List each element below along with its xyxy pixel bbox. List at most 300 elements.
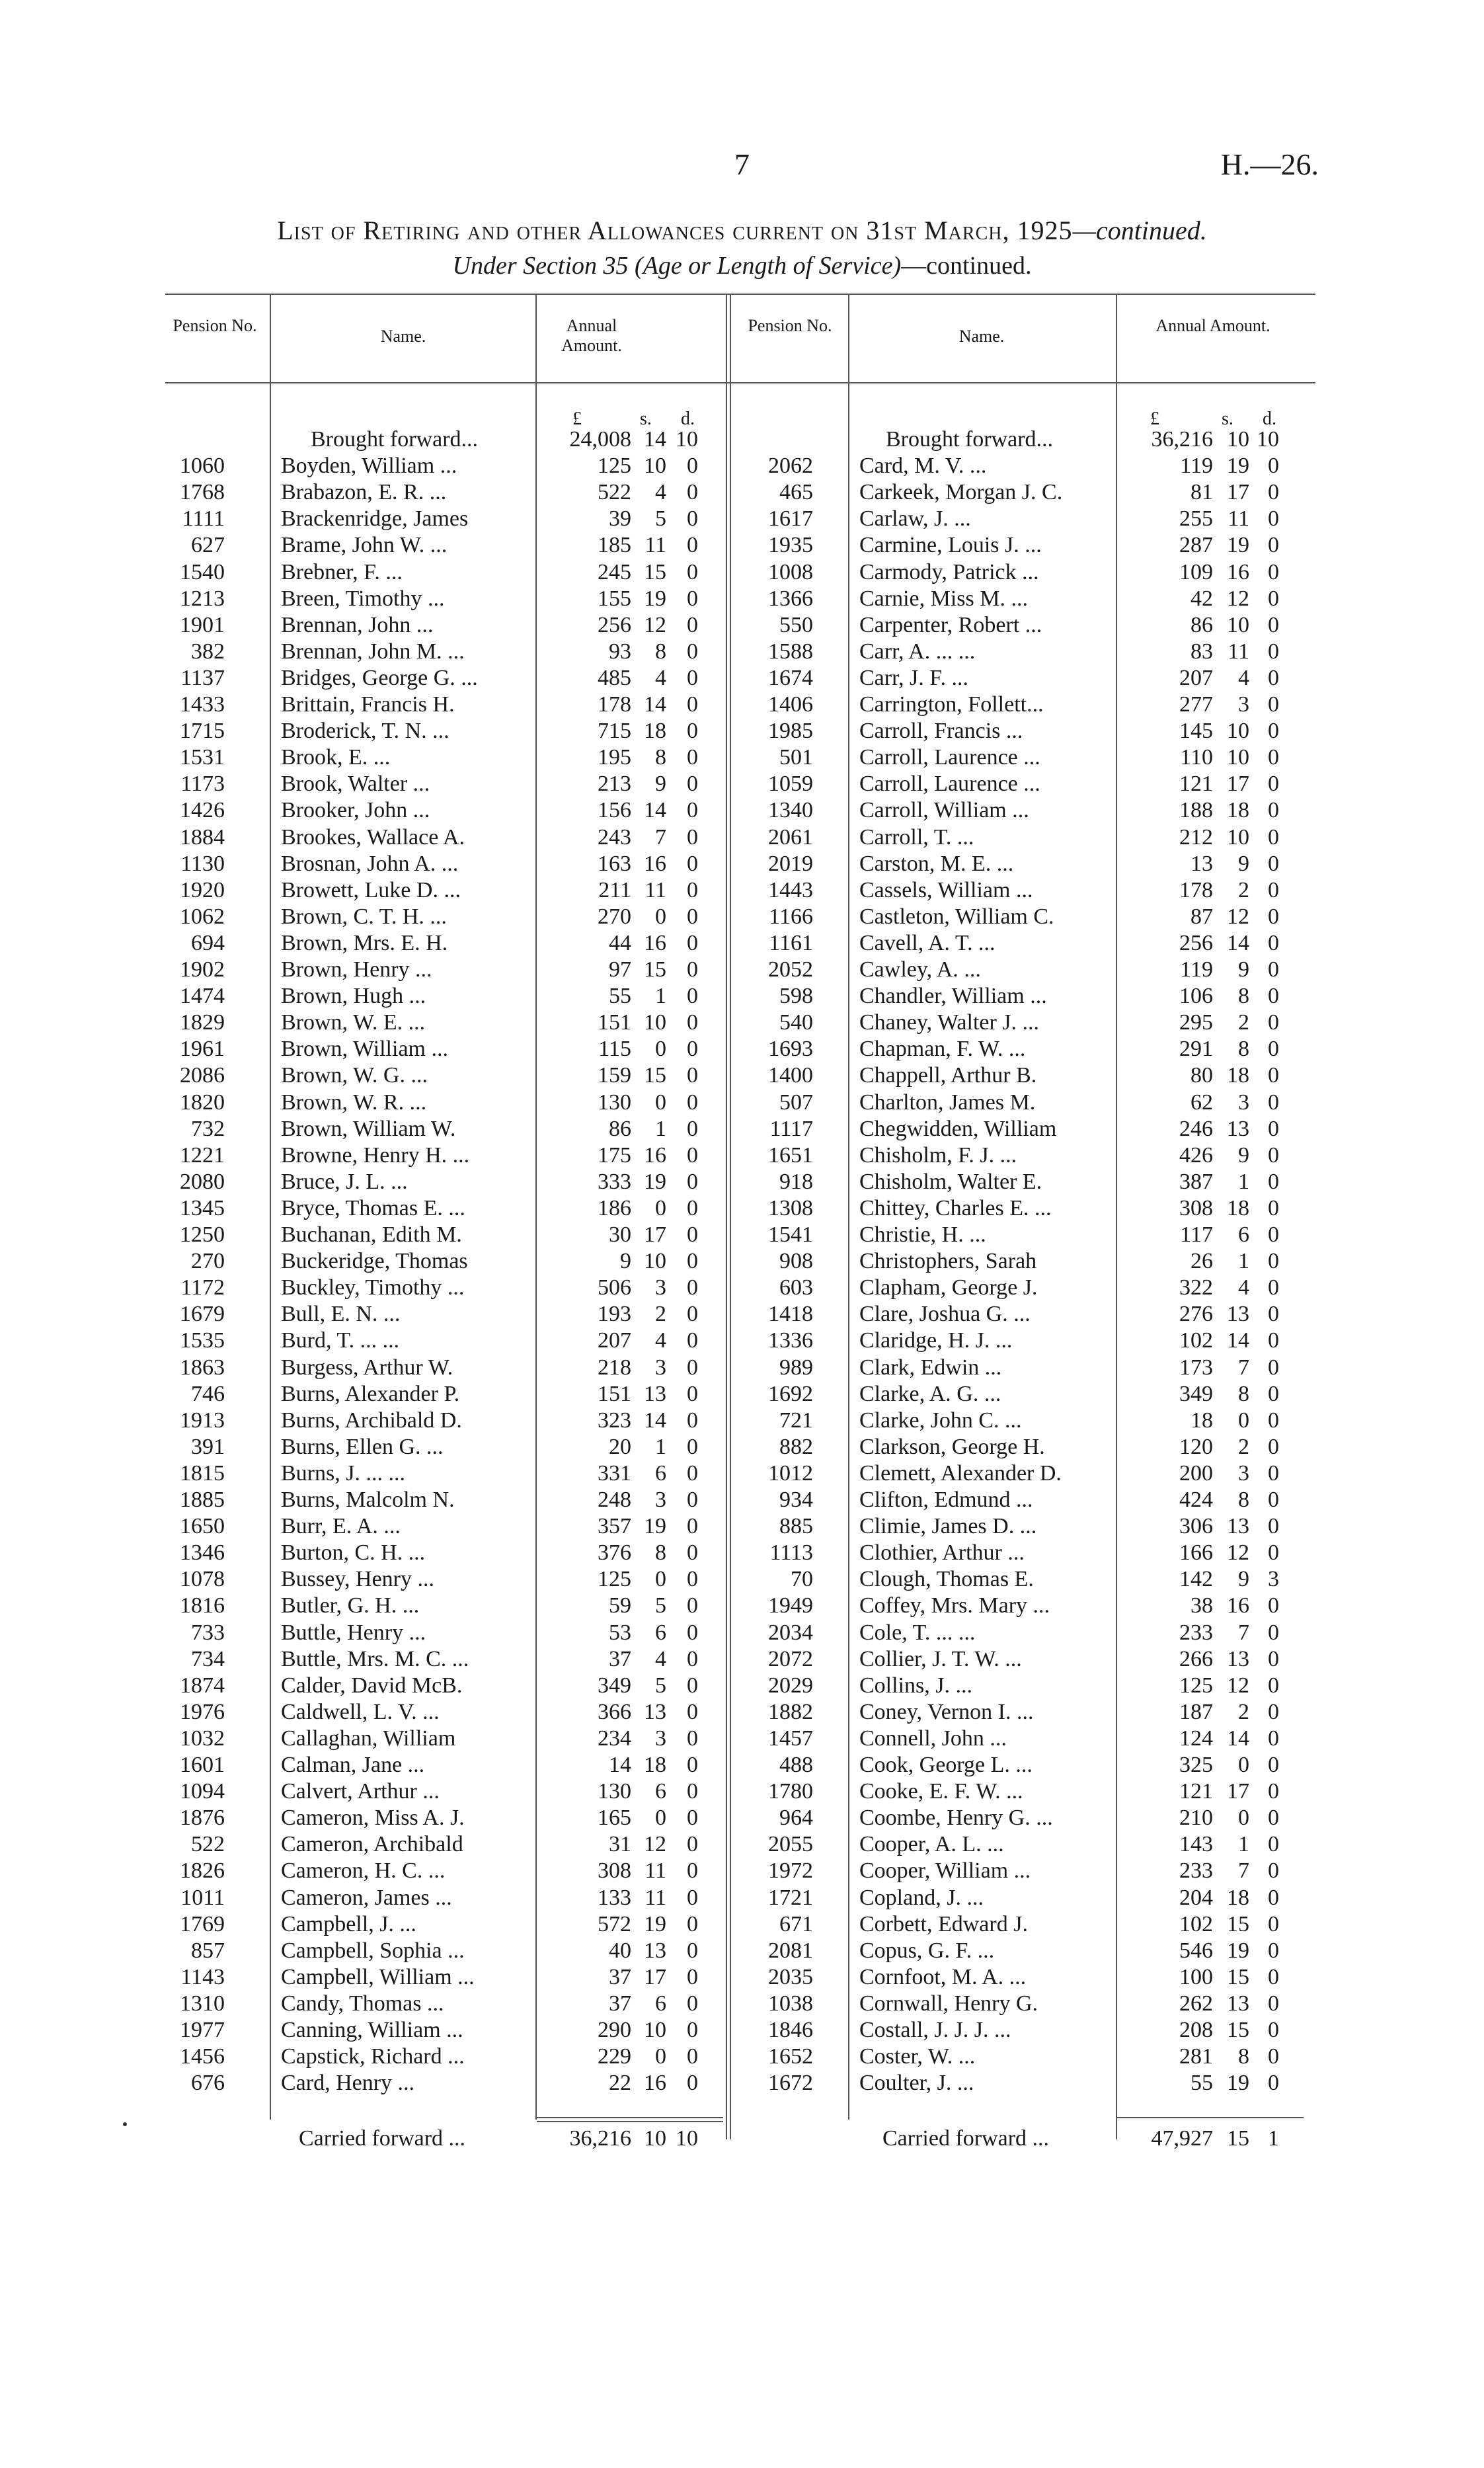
left-row-name: Buckeridge, Thomas [281,1249,468,1273]
left-row-pounds: 185 [598,533,631,557]
left-row-pension-no: 1111 [182,506,225,531]
right-carried-forward-label: Carried forward ... [882,2126,1050,2151]
right-row-pension-no: 1008 [768,560,813,584]
right-row-name: Carlaw, J. ... [859,506,971,531]
right-row-pension-no: 2055 [768,1832,813,1856]
right-row-shillings: 4 [1238,666,1249,690]
right-row-pence: 0 [1268,1673,1279,1698]
left-brought-forward-label: Brought forward... [311,427,479,452]
right-row-pounds: 87 [1191,904,1213,929]
left-row-pension-no: 1977 [180,2018,225,2042]
left-row-pension-no: 1433 [180,692,225,717]
left-row-pension-no: 1011 [180,1886,225,1910]
left-row-name: Capstick, Richard ... [281,2044,465,2069]
right-row-pounds: 187 [1179,1700,1213,1724]
left-brought-forward-shillings: 14 [644,427,666,452]
right-row-name: Christophers, Sarah [859,1249,1037,1273]
left-row-pension-no: 1901 [180,613,225,637]
right-row-pension-no: 1443 [768,878,813,902]
left-carried-forward-label: Carried forward ... [299,2126,466,2151]
left-row-name: Bull, E. N. ... [281,1302,401,1326]
left-row-pence: 0 [687,613,698,637]
left-row-pension-no: 1816 [180,1593,225,1618]
left-row-pence: 0 [687,1037,698,1061]
right-row-pounds: 26 [1191,1249,1213,1273]
left-row-pence: 0 [687,1647,698,1671]
right-row-pension-no: 1113 [769,1540,813,1565]
left-row-pension-no: 1976 [180,1700,225,1724]
right-row-pension-no: 1059 [768,772,813,796]
right-row-shillings: 11 [1228,506,1249,531]
left-row-shillings: 10 [644,454,666,478]
left-row-shillings: 15 [644,560,666,584]
left-row-shillings: 11 [644,533,666,557]
left-row-pounds: 22 [609,2071,631,2095]
right-row-shillings: 13 [1227,1514,1249,1538]
left-row-pension-no: 1172 [180,1275,225,1300]
left-row-shillings: 1 [655,984,666,1008]
right-row-pounds: 100 [1179,1965,1213,1989]
left-row-shillings: 13 [644,1938,666,1963]
left-header-amount: Annual Amount. [561,316,622,355]
left-row-shillings: 12 [644,1832,666,1856]
right-row-name: Christie, H. ... [859,1222,986,1247]
right-row-name: Cornwall, Henry G. [859,1991,1038,2016]
right-row-pence: 0 [1268,745,1279,770]
margin-dot [123,2122,127,2126]
right-header-pension-no: Pension No. [748,316,832,335]
right-row-pounds: 306 [1179,1514,1213,1538]
left-row-pence: 0 [687,2018,698,2042]
right-row-pounds: 143 [1179,1832,1213,1856]
right-row-pounds: 81 [1191,480,1213,504]
right-row-shillings: 13 [1227,1991,1249,2016]
left-row-pounds: 349 [598,1673,631,1698]
left-row-pounds: 37 [609,1647,631,1671]
right-row-shillings: 14 [1227,1328,1249,1353]
right-row-pounds: 295 [1179,1010,1213,1035]
left-row-shillings: 6 [655,1779,666,1804]
right-row-name: Chandler, William ... [859,984,1047,1008]
right-row-shillings: 19 [1227,2071,1249,2095]
right-row-pension-no: 1949 [768,1593,813,1618]
left-row-pension-no: 1769 [180,1912,225,1936]
left-row-pension-no: 1820 [180,1090,225,1115]
left-header-name: Name. [380,327,426,346]
subtitle-text: Under Section 35 (Age or Length of Service) [452,252,902,280]
right-row-shillings: 13 [1227,1117,1249,1141]
right-row-name: Chegwidden, William [859,1117,1057,1141]
right-row-pension-no: 1651 [768,1143,813,1168]
right-row-name: Chaney, Walter J. ... [859,1010,1040,1035]
right-row-name: Cornfoot, M. A. ... [859,1965,1027,1989]
right-row-name: Carr, A. ... ... [859,639,976,664]
right-row-shillings: 8 [1238,1488,1249,1512]
left-row-pounds: 234 [598,1726,631,1751]
left-row-shillings: 8 [655,1540,666,1565]
right-row-pence: 0 [1268,533,1279,557]
left-row-pension-no: 733 [191,1620,225,1645]
left-row-pence: 0 [687,560,698,584]
right-row-shillings: 18 [1227,1196,1249,1220]
left-row-pension-no: 1884 [180,825,225,850]
header-bottom-rule [165,382,1315,383]
right-row-pension-no: 1400 [768,1063,813,1088]
right-name-divider [848,295,849,2120]
right-row-name: Clothier, Arthur ... [859,1540,1025,1565]
right-row-pension-no: 882 [779,1435,813,1459]
left-row-shillings: 11 [644,1858,666,1883]
right-row-pension-no: 1652 [768,2044,813,2069]
right-row-pension-no: 488 [779,1753,813,1777]
left-row-pounds: 193 [598,1302,631,1326]
left-row-shillings: 1 [655,1435,666,1459]
left-row-pension-no: 1213 [180,586,225,611]
right-row-name: Coster, W. ... [859,2044,976,2069]
left-row-shillings: 3 [655,1726,666,1751]
right-row-pension-no: 918 [779,1170,813,1194]
left-row-shillings: 0 [655,1567,666,1591]
left-row-pension-no: 1143 [180,1965,225,1989]
right-row-shillings: 12 [1227,1673,1249,1698]
right-row-name: Collins, J. ... [859,1673,972,1698]
right-brought-forward-pence: 10 [1257,427,1279,452]
right-row-pounds: 322 [1179,1275,1213,1300]
right-row-pounds: 142 [1179,1567,1213,1591]
left-row-pence: 0 [687,904,698,929]
left-row-pence: 0 [687,957,698,982]
right-row-pension-no: 501 [779,745,813,770]
right-row-pension-no: 2072 [768,1647,813,1671]
right-carried-forward-shillings: 15 [1227,2126,1249,2151]
right-row-shillings: 3 [1238,1461,1249,1486]
right-row-pension-no: 2052 [768,957,813,982]
right-row-pension-no: 908 [779,1249,813,1273]
left-row-name: Brown, Henry ... [281,957,432,982]
right-row-pounds: 262 [1179,1991,1213,2016]
right-row-pounds: 124 [1179,1726,1213,1751]
left-row-shillings: 14 [644,798,666,822]
left-row-pension-no: 1826 [180,1858,225,1883]
right-row-name: Cooper, A. L. ... [859,1832,1004,1856]
right-row-pounds: 246 [1179,1117,1213,1141]
left-row-pounds: 20 [609,1435,631,1459]
right-row-pounds: 42 [1191,586,1213,611]
right-row-shillings: 7 [1238,1858,1249,1883]
right-row-pension-no: 1846 [768,2018,813,2042]
left-row-shillings: 19 [644,1514,666,1538]
right-row-pension-no: 2034 [768,1620,813,1645]
left-row-pounds: 218 [598,1355,631,1380]
left-row-name: Brown, W. R. ... [281,1090,427,1115]
left-row-shillings: 6 [655,1991,666,2016]
right-row-shillings: 7 [1238,1620,1249,1645]
left-row-name: Burton, C. H. ... [281,1540,426,1565]
left-total-rule-2 [537,2121,723,2122]
left-row-name: Burr, E. A. ... [281,1514,401,1538]
right-row-pence: 0 [1268,454,1279,478]
right-row-pounds: 166 [1179,1540,1213,1565]
right-row-pension-no: 1693 [768,1037,813,1061]
right-row-name: Clapham, George J. [859,1275,1038,1300]
right-row-name: Clarke, A. G. ... [859,1382,1001,1406]
left-row-pounds: 151 [598,1382,631,1406]
right-total-rule [1117,2117,1304,2118]
right-row-pence: 0 [1268,1143,1279,1168]
right-row-pounds: 277 [1179,692,1213,717]
left-currency-pounds: £ [572,409,582,429]
right-row-pension-no: 1308 [768,1196,813,1220]
right-row-pension-no: 989 [779,1355,813,1380]
left-row-shillings: 10 [644,1010,666,1035]
left-row-pounds: 86 [609,1117,631,1141]
left-row-name: Calman, Jane ... [281,1753,425,1777]
left-row-pension-no: 1829 [180,1010,225,1035]
right-row-pounds: 83 [1191,639,1213,664]
right-row-pension-no: 2061 [768,825,813,850]
header-top-rule [165,294,1315,295]
left-row-shillings: 3 [655,1355,666,1380]
left-row-pounds: 30 [609,1222,631,1247]
right-row-pension-no: 1012 [768,1461,813,1486]
left-row-name: Callaghan, William [281,1726,456,1751]
left-row-pension-no: 1540 [180,560,225,584]
right-currency-pence: d. [1263,409,1276,429]
right-row-name: Carmody, Patrick ... [859,560,1039,584]
left-row-shillings: 19 [644,586,666,611]
right-row-pension-no: 671 [779,1912,813,1936]
left-row-pence: 0 [687,1302,698,1326]
left-row-pence: 0 [687,1912,698,1936]
left-row-pence: 0 [687,1488,698,1512]
left-row-pounds: 485 [598,666,631,690]
right-row-pounds: 145 [1179,719,1213,743]
right-row-pence: 0 [1268,984,1279,1008]
left-row-pension-no: 1456 [180,2044,225,2069]
left-currency-shillings: s. [640,409,652,429]
right-row-shillings: 12 [1227,1540,1249,1565]
left-row-pence: 0 [687,1435,698,1459]
left-row-pence: 0 [687,984,698,1008]
right-row-pension-no: 1541 [768,1222,813,1247]
left-row-pence: 0 [687,1090,698,1115]
right-row-name: Carmine, Louis J. ... [859,533,1042,557]
right-row-pension-no: 598 [779,984,813,1008]
right-row-pence: 0 [1268,1435,1279,1459]
left-row-pension-no: 1345 [180,1196,225,1220]
right-row-pence: 0 [1268,1408,1279,1433]
left-row-pence: 0 [687,1806,698,1830]
title-text: List of Retiring and other Allowances current on 31st March, 1925 [277,216,1073,245]
left-row-pension-no: 1531 [180,745,225,770]
left-row-name: Brown, C. T. H. ... [281,904,447,929]
left-row-pension-no: 732 [191,1117,225,1141]
left-row-pence: 0 [687,1063,698,1088]
right-row-pounds: 546 [1179,1938,1213,1963]
right-row-pounds: 173 [1179,1355,1213,1380]
right-row-pension-no: 1166 [769,904,813,929]
left-row-pence: 0 [687,480,698,504]
right-row-pension-no: 2029 [768,1673,813,1698]
left-row-pence: 0 [687,1991,698,2016]
right-row-pounds: 188 [1179,798,1213,822]
left-row-pension-no: 2080 [180,1170,225,1194]
left-row-name: Brown, William ... [281,1037,448,1061]
left-row-pounds: 163 [598,852,631,876]
right-row-shillings: 3 [1238,1090,1249,1115]
right-row-pounds: 119 [1180,957,1213,982]
right-row-pension-no: 964 [779,1806,813,1830]
right-row-shillings: 10 [1227,825,1249,850]
document-series: H.—26. [1220,147,1319,181]
right-row-pounds: 287 [1179,533,1213,557]
right-row-pounds: 117 [1180,1222,1213,1247]
right-row-pence: 0 [1268,2018,1279,2042]
right-row-pence: 0 [1268,666,1279,690]
right-row-pension-no: 1972 [768,1858,813,1883]
left-row-pension-no: 1032 [180,1726,225,1751]
right-row-pounds: 102 [1179,1912,1213,1936]
right-row-shillings: 0 [1238,1806,1249,1830]
left-row-name: Browne, Henry H. ... [281,1143,470,1168]
right-row-shillings: 19 [1227,454,1249,478]
left-row-pence: 0 [687,692,698,717]
right-row-pounds: 276 [1179,1302,1213,1326]
right-row-pence: 0 [1268,1117,1279,1141]
right-row-pounds: 120 [1179,1435,1213,1459]
right-row-shillings: 15 [1227,2018,1249,2042]
right-row-pounds: 291 [1179,1037,1213,1061]
right-row-shillings: 19 [1227,533,1249,557]
right-row-name: Chittey, Charles E. ... [859,1196,1052,1220]
left-row-name: Butler, G. H. ... [281,1593,420,1618]
right-row-name: Cooper, William ... [859,1858,1031,1883]
right-row-pounds: 207 [1179,666,1213,690]
left-row-pounds: 125 [598,1567,631,1591]
left-row-pension-no: 1920 [180,878,225,902]
right-row-pence: 0 [1268,1063,1279,1088]
right-row-shillings: 18 [1227,1886,1249,1910]
right-row-pence: 0 [1268,904,1279,929]
right-row-pension-no: 2081 [768,1938,813,1963]
left-row-shillings: 8 [655,639,666,664]
left-row-shillings: 11 [644,878,666,902]
right-row-pounds: 233 [1179,1620,1213,1645]
title-suffix: —continued. [1072,216,1207,245]
left-row-name: Cameron, H. C. ... [281,1858,446,1883]
left-row-pounds: 256 [598,613,631,637]
right-row-pence: 0 [1268,1488,1279,1512]
left-row-pension-no: 1874 [180,1673,225,1698]
right-row-shillings: 8 [1238,1382,1249,1406]
left-row-pence: 0 [687,1620,698,1645]
left-row-pounds: 133 [598,1886,631,1910]
left-row-name: Burns, J. ... ... [281,1461,405,1486]
right-row-shillings: 2 [1238,1700,1249,1724]
right-row-pence: 0 [1268,719,1279,743]
left-row-shillings: 0 [655,1196,666,1220]
left-row-name: Cameron, James ... [281,1886,452,1910]
right-row-shillings: 16 [1227,1593,1249,1618]
left-row-pounds: 130 [598,1090,631,1115]
right-row-pension-no: 507 [779,1090,813,1115]
right-row-shillings: 2 [1238,878,1249,902]
right-row-pension-no: 1882 [768,1700,813,1724]
left-row-shillings: 0 [655,1090,666,1115]
left-row-pounds: 331 [598,1461,631,1486]
right-row-pence: 0 [1268,1965,1279,1989]
right-row-name: Cook, George L. ... [859,1753,1033,1777]
right-row-pence: 0 [1268,639,1279,664]
left-row-shillings: 10 [644,1249,666,1273]
right-row-shillings: 16 [1227,560,1249,584]
right-row-shillings: 1 [1238,1170,1249,1194]
right-row-name: Clough, Thomas E. [859,1567,1034,1591]
left-row-pounds: 248 [598,1488,631,1512]
left-row-shillings: 0 [655,904,666,929]
left-row-pence: 0 [687,1010,698,1035]
left-row-name: Brown, William W. [281,1117,456,1141]
left-row-name: Calvert, Arthur ... [281,1779,440,1804]
right-row-pence: 0 [1268,1991,1279,2016]
left-row-pence: 0 [687,1408,698,1433]
left-row-pension-no: 1250 [180,1222,225,1247]
left-row-pension-no: 1863 [180,1355,225,1380]
right-header-name: Name. [958,327,1005,346]
left-row-name: Brooker, John ... [281,798,430,822]
right-row-pence: 0 [1268,1779,1279,1804]
left-total-rule [537,2117,723,2118]
left-row-shillings: 10 [644,2018,666,2042]
right-row-pounds: 212 [1179,825,1213,850]
right-row-pence: 0 [1268,1832,1279,1856]
left-row-name: Card, Henry ... [281,2071,415,2095]
left-row-name: Broderick, T. N. ... [281,719,449,743]
left-row-pence: 0 [687,1170,698,1194]
right-row-pounds: 200 [1179,1461,1213,1486]
right-row-pension-no: 70 [791,1567,813,1591]
left-row-shillings: 7 [655,825,666,850]
right-row-name: Carnie, Miss M. ... [859,586,1028,611]
right-row-pence: 0 [1268,692,1279,717]
left-row-name: Brown, Hugh ... [281,984,426,1008]
right-row-shillings: 9 [1238,1143,1249,1168]
left-row-pence: 0 [687,1938,698,1963]
left-row-pension-no: 382 [191,639,225,664]
left-row-name: Bruce, J. L. ... [281,1170,408,1194]
left-row-name: Bridges, George G. ... [281,666,478,690]
left-row-shillings: 18 [644,719,666,743]
right-row-shillings: 14 [1227,931,1249,955]
right-row-pence: 0 [1268,1726,1279,1751]
right-row-pension-no: 1418 [768,1302,813,1326]
left-row-name: Bryce, Thomas E. ... [281,1196,465,1220]
right-row-pence: 0 [1268,957,1279,982]
right-row-shillings: 0 [1238,1753,1249,1777]
right-row-pension-no: 550 [779,613,813,637]
page-subtitle [0,251,1484,280]
left-row-name: Bussey, Henry ... [281,1567,434,1591]
right-row-pounds: 102 [1179,1328,1213,1353]
right-row-shillings: 10 [1227,613,1249,637]
left-row-name: Burns, Archibald D. [281,1408,462,1433]
right-row-name: Coombe, Henry G. ... [859,1806,1053,1830]
right-row-shillings: 13 [1227,1302,1249,1326]
right-row-pension-no: 1117 [769,1117,813,1141]
right-row-pension-no: 1985 [768,719,813,743]
left-row-name: Brosnan, John A. ... [281,852,459,876]
left-row-pounds: 195 [598,745,631,770]
